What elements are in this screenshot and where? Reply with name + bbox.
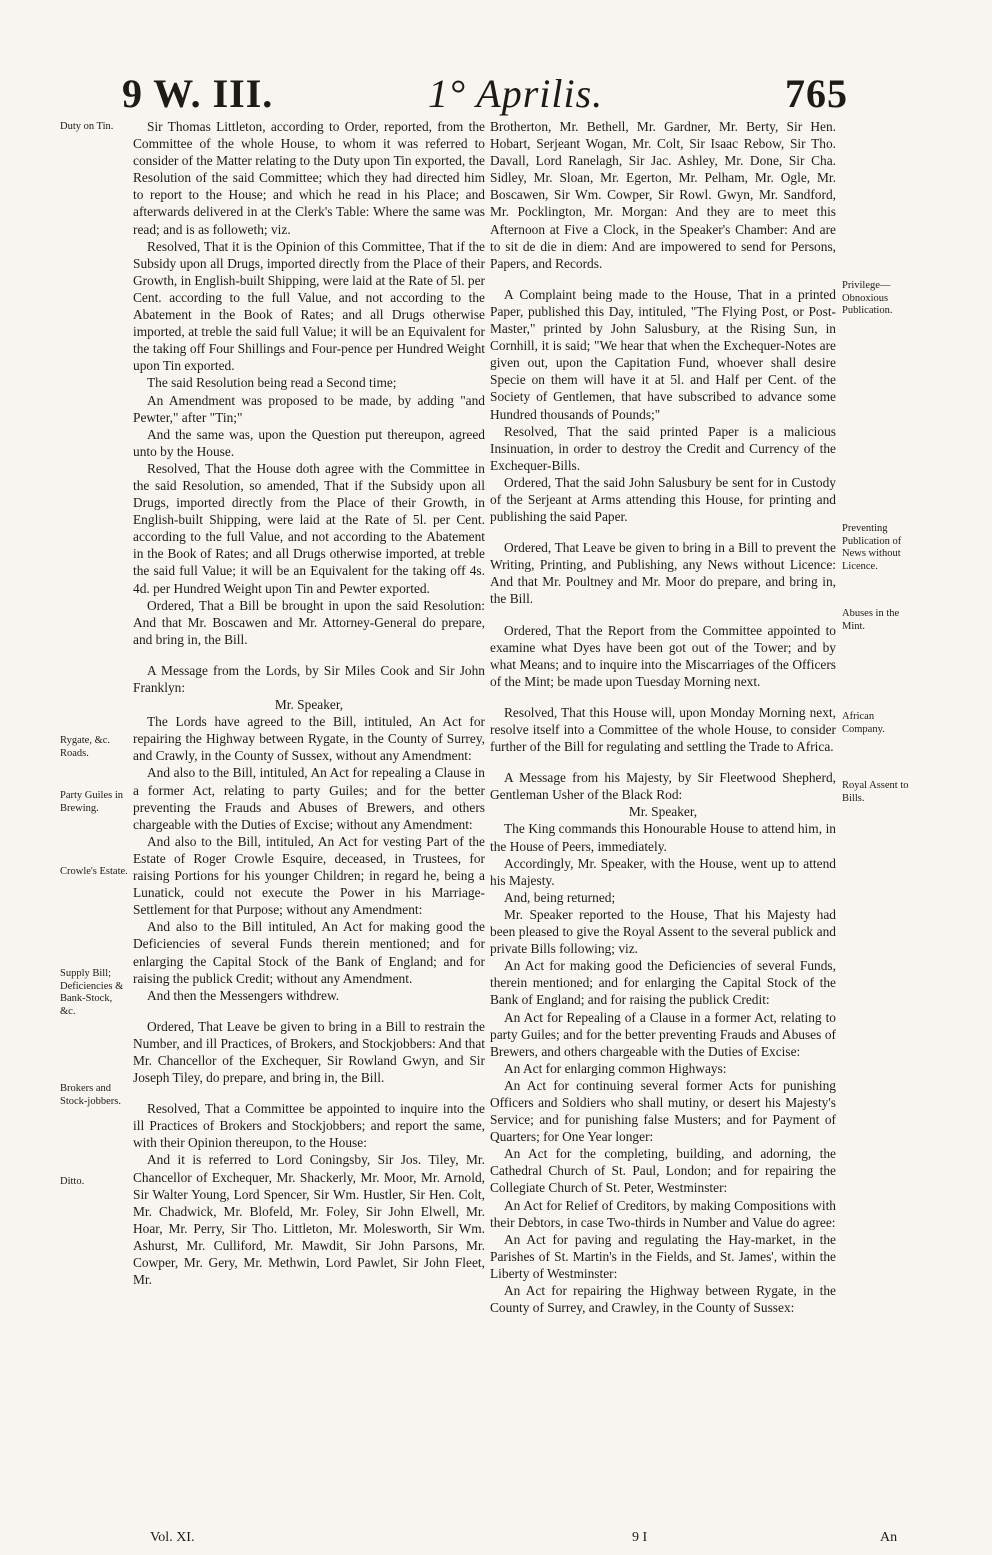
margin-note: Crowle's Estate. <box>60 866 128 877</box>
margin-note: Party Guiles in Brewing. <box>60 790 123 814</box>
paragraph: Resolved, That it is the Opinion of this Committee, That if the Subsidy upon all Drugs, imported directly from the Place of their Growth, in English-built Shipping, were laid at the Rate of 5l. per Cent. according to the full Value, and not according to the Abatement in the Book of Rates; and all Drugs otherwise imported, at treble the said full Value; it will be an Equivalent for the taking off Four Shillings and Four-pence per Hundred Weight upon Tin exported. <box>133 238 485 374</box>
paragraph: And also to the Bill, intituled, An Act for vesting Part of the Estate of Roger Crowle Esquire, deceased, in Trustees, for raising Portions for his younger Children; in regard he, being a Lunatick, could not execute the Power in his Marriage-Settlement for that Purpose; without any Amendment: <box>133 833 485 918</box>
paragraph: The Lords have agreed to the Bill, intituled, An Act for repairing the Highway between Rygate, in the County of Surrey, and Crawly, in the County of Sussex, without any Amendment: <box>133 714 485 764</box>
paragraph: Resolved, That this House will, upon Monday Morning next, resolve itself into a Committee of the whole House, to consider further of the Bill for regulating and settling the Trade to Africa. <box>490 704 836 755</box>
margin-note: Rygate, &c. Roads. <box>60 735 111 759</box>
paragraph: The King commands this Honourable House to attend him, in the House of Peers, immediately. <box>490 821 836 854</box>
right-column <box>490 118 836 1316</box>
catchword: An <box>880 1530 898 1545</box>
paragraph: And, being returned; <box>504 889 616 905</box>
paragraph: Resolved, That the said printed Paper is a malicious Insinuation, in order to destroy the Credit and Currency of the Exchequer-Bills. <box>490 423 836 473</box>
paragraph: A Message from his Majesty, by Sir Fleetwood Shepherd, Gentleman Usher of the Black Rod: <box>490 770 836 803</box>
margin-note: Royal Assent to Bills. <box>842 780 909 804</box>
paragraph: And the same was, upon the Question put thereupon, agreed unto by the House. <box>133 426 485 459</box>
paragraph: An Act for Repealing of a Clause in a former Act, relating to party Guiles; and for the better preventing Frauds and Abuses of Brewers, and others chargeable with the Duties of Excise: <box>490 1009 836 1059</box>
salutation: Mr. Speaker, <box>274 697 344 713</box>
paragraph: An Act for Relief of Creditors, by making Compositions with their Debtors, in case Two-thirds in Number and Value do agree: <box>490 1197 836 1230</box>
header-regnal-year: 9 W. III. <box>122 71 274 116</box>
paragraph: An Act for repairing the Highway between Rygate, in the County of Surrey, and Crawley, in the County of Sussex: <box>490 1283 836 1316</box>
paragraph: A Message from the Lords, by Sir Miles Cook and Sir John Franklyn: <box>133 662 485 695</box>
paragraph: Ordered, That a Bill be brought in upon the said Resolution: And that Mr. Boscawen and Mr. Attorney-General do prepare, and bring in, the Bill. <box>133 597 485 647</box>
margin-note: Brokers and Stock-jobbers. <box>60 1083 121 1107</box>
paragraph: An Act for enlarging common Highways: <box>504 1060 727 1076</box>
margin-note: Supply Bill; Deficiencies & Bank-Stock, &c. <box>60 968 124 1017</box>
paragraph: Ordered, That Leave be given to bring in a Bill to restrain the Number, and ill Practices, of Brokers, and Stockjobbers: And that Mr. Chancellor of the Exchequer, Sir Rowland Gwyn, and Sir Joseph Tiley, do prepare, and bring in, the Bill. <box>133 1018 485 1086</box>
paragraph: Mr. Speaker reported to the House, That his Majesty had been pleased to give the Royal Assent to the several publick and private Bills following; viz. <box>490 906 836 957</box>
margin-note: Ditto. <box>60 1176 85 1187</box>
volume-footer: Vol. XI. <box>150 1530 195 1545</box>
paragraph: An Act for the completing, building, and adorning, the Cathedral Church of St. Paul, London; and for repairing the Collegiate Church of St. Peter, Westminster: <box>490 1146 836 1196</box>
paragraph: An Act for making good the Deficiencies of several Funds, therein mentioned; and for enlarging the Capital Stock of the Bank of England; and for raising the publick Credit: <box>490 958 836 1008</box>
paragraph: An Amendment was proposed to be made, by adding "and Pewter," after "Tin;" <box>133 392 485 425</box>
paragraph: Ordered, That Leave be given to bring in a Bill to prevent the Writing, Printing, and Publishing, any News without Licence: And that Mr. Poultney and Mr. Moor do prepare, and bring in, the Bill. <box>490 540 836 607</box>
paragraph: Ordered, That the Report from the Committee appointed to examine what Dyes have been got out of the Tower; and by what Means; and to inquire into the Miscarriages of the Officers of the Mint; be made upon Tuesday Morning next. <box>490 622 836 689</box>
header-date: 1° Aprilis. <box>428 71 604 116</box>
margin-note: African Company. <box>842 711 885 735</box>
paragraph: And also to the Bill intituled, An Act for making good the Deficiencies of several Funds therein mentioned; and for enlarging the Capital Stock of the Bank of England; and for raising the publick Credit; without any Amendment. <box>133 919 485 986</box>
page-number: 765 <box>785 71 848 116</box>
salutation: Mr. Speaker, <box>628 804 698 820</box>
paragraph: And it is referred to Lord Coningsby, Sir Jos. Tiley, Mr. Chancellor of Exchequer, Mr. Shackerly, Mr. Moor, Mr. Arnold, Sir Walter Young, Lord Spencer, Sir Wm. Hustler, Sir Hen. Colt, Mr. Chadwick, Mr. Blofeld, Mr. Foley, Sir John Elwell, Mr. Hoar, Mr. Perry, Sir Tho. Littleton, Mr. Molesworth, Sir Wm. Ashurst, Mr. Culliford, Mr. Mawdit, Sir John Parsons, Mr. Cowper, Mr. Gery, Mr. Methwin, Lord Pawlet, Sir John Fleet, Mr. <box>133 1152 485 1288</box>
paragraph: Resolved, That a Committee be appointed to inquire into the ill Practices of Brokers and Stockjobbers; and report the same, with their Opinion thereupon, to the House: <box>133 1101 485 1151</box>
signature-mark: 9 I <box>632 1530 648 1545</box>
paragraph: Accordingly, Mr. Speaker, with the House, went up to attend his Majesty. <box>490 855 836 888</box>
margin-note: Privilege—Obnoxious Publication. <box>842 280 893 316</box>
paragraph: A Complaint being made to the House, That in a printed Paper, published this Day, intituled, "The Flying Post, or Post-Master," printed by John Salusbury, at the Rising Sun, in Cornhill, it is said; "We hear that when the Exchequer-Notes are given out, upon the Capitation Fund, whoever shall desire Specie on them will have it at 5l. and Half per Cent. of the Society of Gentlemen, that have subscribed to advance some Hundred thousands of Pounds;" <box>490 286 836 422</box>
paragraph: The said Resolution being read a Second time; <box>147 375 397 391</box>
margin-note: Duty on Tin. <box>60 121 114 132</box>
paragraph: Sir Thomas Littleton, according to Order, reported, from the Committee of the whole House, to whom it was referred to consider of the Matter relating to the Duty upon Tin exported, the Resolution of the said Committee; which they had directed him to report to the House; and which he read in his Place; and afterwards delivered in at the Clerk's Table: Where the same was read; and is as followeth; viz. <box>133 119 485 237</box>
paragraph: Resolved, That the House doth agree with the Committee in the said Resolution, so amended, That if the Subsidy upon all Drugs, imported directly from the Place of their Growth, in English-built Shipping, were laid at the Rate of 5l. per Cent. according to the full Value, and not according to the Abatement in the Book of Rates; and all Drugs otherwise imported, at treble the said full Value; it will be an Equivalent for the taking off 4s. 4d. per Hundred Weight upon Tin and Pewter exported. <box>133 460 485 596</box>
left-column <box>133 118 485 1288</box>
paragraph: And then the Messengers withdrew. <box>147 987 340 1003</box>
paragraph: Brotherton, Mr. Bethell, Mr. Gardner, Mr. Berty, Sir Hen. Hobart, Serjeant Wogan, Mr. Colt, Sir Isaac Rebow, Sir Tho. Davall, Lord Ranelagh, Sir Jac. Ashley, Mr. Done, Sir Cha. Sidley, Mr. Sloan, Mr. Egerton, Mr. Pelham, Mr. Ogle, Mr. Boscawen, Sir Wm. Cowper, Sir Rowl. Gwyn, Mr. Sandford, Mr. Pocklington, Mr. Morgan: And they are to meet this Afternoon at Five a Clock, in the Speaker's Chamber: And are to sit de die in diem: And are impowered to send for Persons, Papers, and Records. <box>490 119 836 271</box>
paragraph: An Act for continuing several former Acts for punishing Officers and Soldiers who shall mutiny, or desert his Majesty's Service; and for punishing false Musters; and for Payment of Quarters; for One Year longer: <box>490 1077 836 1145</box>
paragraph: And also to the Bill, intituled, An Act for repealing a Clause in a former Act, relating to party Guiles; and for the better preventing the Frauds and Abuses of Brewers, and others chargeable with the Duties of Excise; without any Amendment: <box>133 765 485 832</box>
paragraph: An Act for paving and regulating the Hay-market, in the Parishes of St. Martin's in the Fields, and St. James', within the Liberty of Westminster: <box>490 1231 836 1281</box>
margin-note: Preventing Publication of News without Licence. <box>842 523 902 572</box>
margin-note: Abuses in the Mint. <box>842 608 900 632</box>
paragraph: Ordered, That the said John Salusbury be sent for in Custody of the Serjeant at Arms attending this House, for printing and publishing the said Paper. <box>490 474 836 525</box>
